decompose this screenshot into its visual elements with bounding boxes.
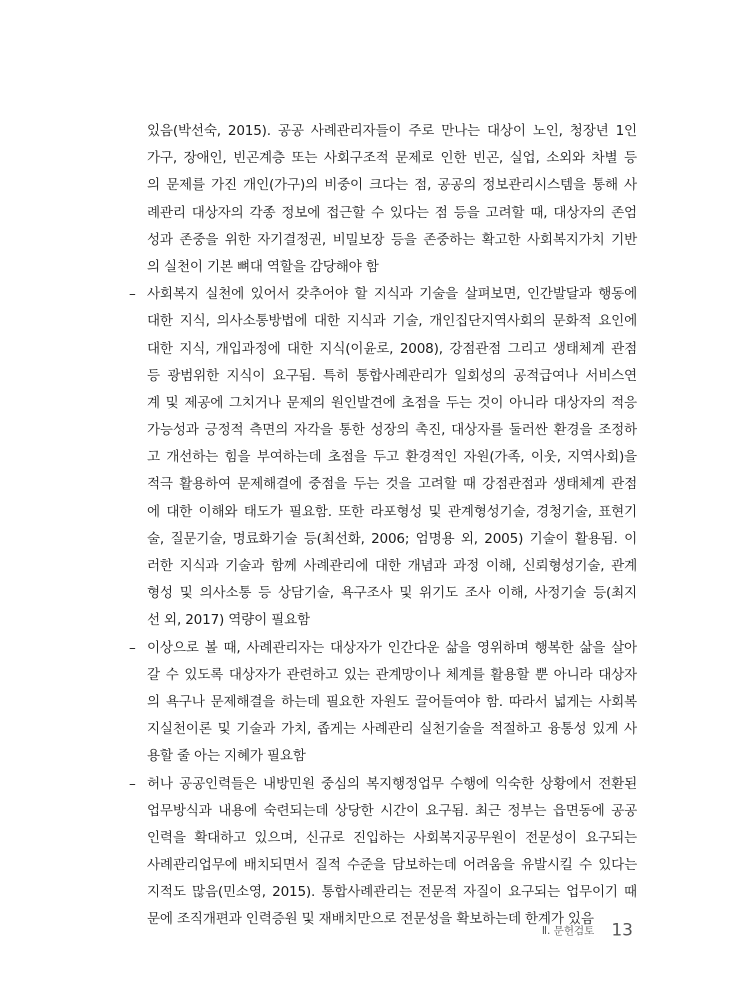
text-line: 형성 및 의사소통 등 상담기술, 욕구조사 및 위기도 조사 이해, 사정기술 등(최지 <box>147 585 637 602</box>
text-line: 허나 공공인력들은 내방민원 중심의 복지행정업무 수행에 익숙한 상황에서 전환된 <box>147 775 637 792</box>
text-line: 가구, 장애인, 빈곤계층 또는 사회구조적 문제로 인한 빈곤, 실업, 소외와 차별 등 <box>147 150 637 167</box>
text-line: 가능성과 긍정적 측면의 자각을 통한 성장의 촉진, 대상자를 둘러싼 환경을 조정하 <box>147 422 637 439</box>
text-line: 대한 지식, 개입과정에 대한 지식(이윤로, 2008), 강점관점 그리고 생태체계 관점 <box>147 340 637 357</box>
text-line: 에 대한 이해와 태도가 필요함. 또한 라포형성 및 관계형성기술, 경청기술, 표현기 <box>147 503 637 520</box>
text-line: 있음(박선숙, 2015). 공공 사례관리자들이 주로 만나는 대상이 노인, 청장년 1인 <box>147 123 637 139</box>
text-line: 사례관리업무에 배치되면서 질적 수준을 담보하는데 어려움을 유발시킬 수 있다는 <box>147 857 637 874</box>
text-line: 성과 존중을 위한 자기결정권, 비밀보장 등을 존중하는 확고한 사회복지가치 기반 <box>147 231 637 248</box>
text-line: 업무방식과 내용에 숙련되는데 상당한 시간이 요구됨. 최근 정부는 읍면동에 공공 <box>147 802 637 819</box>
text-line: 대한 지식, 의사소통방법에 대한 지식과 기술, 개인집단지역사회의 문화적 요인에 <box>147 313 637 330</box>
text-line: 문에 조직개편과 인력증원 및 재배치만으로 전문성을 확보하는데 한계가 있음 <box>147 911 594 928</box>
text-line: 지적도 많음(민소영, 2015). 통합사례관리는 전문적 자질이 요구되는 업무이기 때 <box>147 884 637 901</box>
text-line: 사회복지 실천에 있어서 갖추어야 할 지식과 기술을 살펴보면, 인간발달과 행동에 <box>147 286 637 303</box>
bullet-dash: – <box>129 286 136 303</box>
text-line: 의 욕구나 문제해결을 하는데 필요한 자원도 끌어들여야 함. 따라서 넓게는 사회복 <box>147 693 637 710</box>
body-text <box>129 118 637 934</box>
page-footer <box>542 918 633 942</box>
text-line: 등 광범위한 지식이 요구됨. 특히 통합사례관리가 일회성의 공적급여나 서비스연 <box>147 367 637 384</box>
text-line: 이상으로 볼 때, 사례관리자는 대상자가 인간다운 삶을 영위하며 행복한 삶을 살아 <box>147 639 637 656</box>
text-line: 인력을 확대하고 있으며, 신규로 진입하는 사회복지공무원이 전문성이 요구되는 <box>147 829 637 846</box>
footer-section-title: Ⅱ. 문헌검토 <box>541 924 595 937</box>
text-line: 의 실천이 기본 뼈대 역할을 감당해야 함 <box>147 258 379 275</box>
text-line: 계 및 제공에 그치거나 문제의 원인발견에 초점을 두는 것이 아니라 대상자의 적응 <box>147 394 637 411</box>
bullet-dash: – <box>129 775 136 792</box>
text-line: 적극 활용하여 문제해결에 중점을 두는 것을 고려할 때 강점관점과 생태체계 관점 <box>147 476 637 493</box>
bullet-paragraph <box>129 771 637 934</box>
text-line: 갈 수 있도록 대상자가 관련하고 있는 관계망이나 체계를 활용할 뿐 아니라 대상자 <box>147 666 637 683</box>
paragraph <box>147 118 637 281</box>
text-line: 선 외, 2017) 역량이 필요함 <box>147 612 310 629</box>
text-line: 고 개선하는 힘을 부여하는데 초점을 두고 환경적인 자원(가족, 이웃, 지역사회)을 <box>147 449 637 466</box>
text-line: 러한 지식과 기술과 함께 사례관리에 대한 개념과 과정 이해, 신뢰형성기술, 관계 <box>147 558 637 574</box>
bullet-paragraph <box>129 281 637 634</box>
bullet-paragraph <box>129 635 637 771</box>
bullet-dash: – <box>129 639 136 656</box>
text-line: 용할 줄 아는 지혜가 필요함 <box>147 748 306 765</box>
text-line: 의 문제를 가진 개인(가구)의 비중이 크다는 점, 공공의 정보관리시스템을 통해 사 <box>147 177 637 194</box>
text-line: 례관리 대상자의 각종 정보에 접근할 수 있다는 점 등을 고려할 때, 대상자의 존엄 <box>147 204 637 221</box>
text-line: 술, 질문기술, 명료화기술 등(최선화, 2006; 엄명용 외, 2005) 기술이 활용됨. 이 <box>147 530 637 547</box>
page-number: 13 <box>611 920 633 941</box>
text-line: 지실천이론 및 기술과 가치, 좁게는 사례관리 실천기술을 적절하고 융통성 있게 사 <box>147 721 637 738</box>
